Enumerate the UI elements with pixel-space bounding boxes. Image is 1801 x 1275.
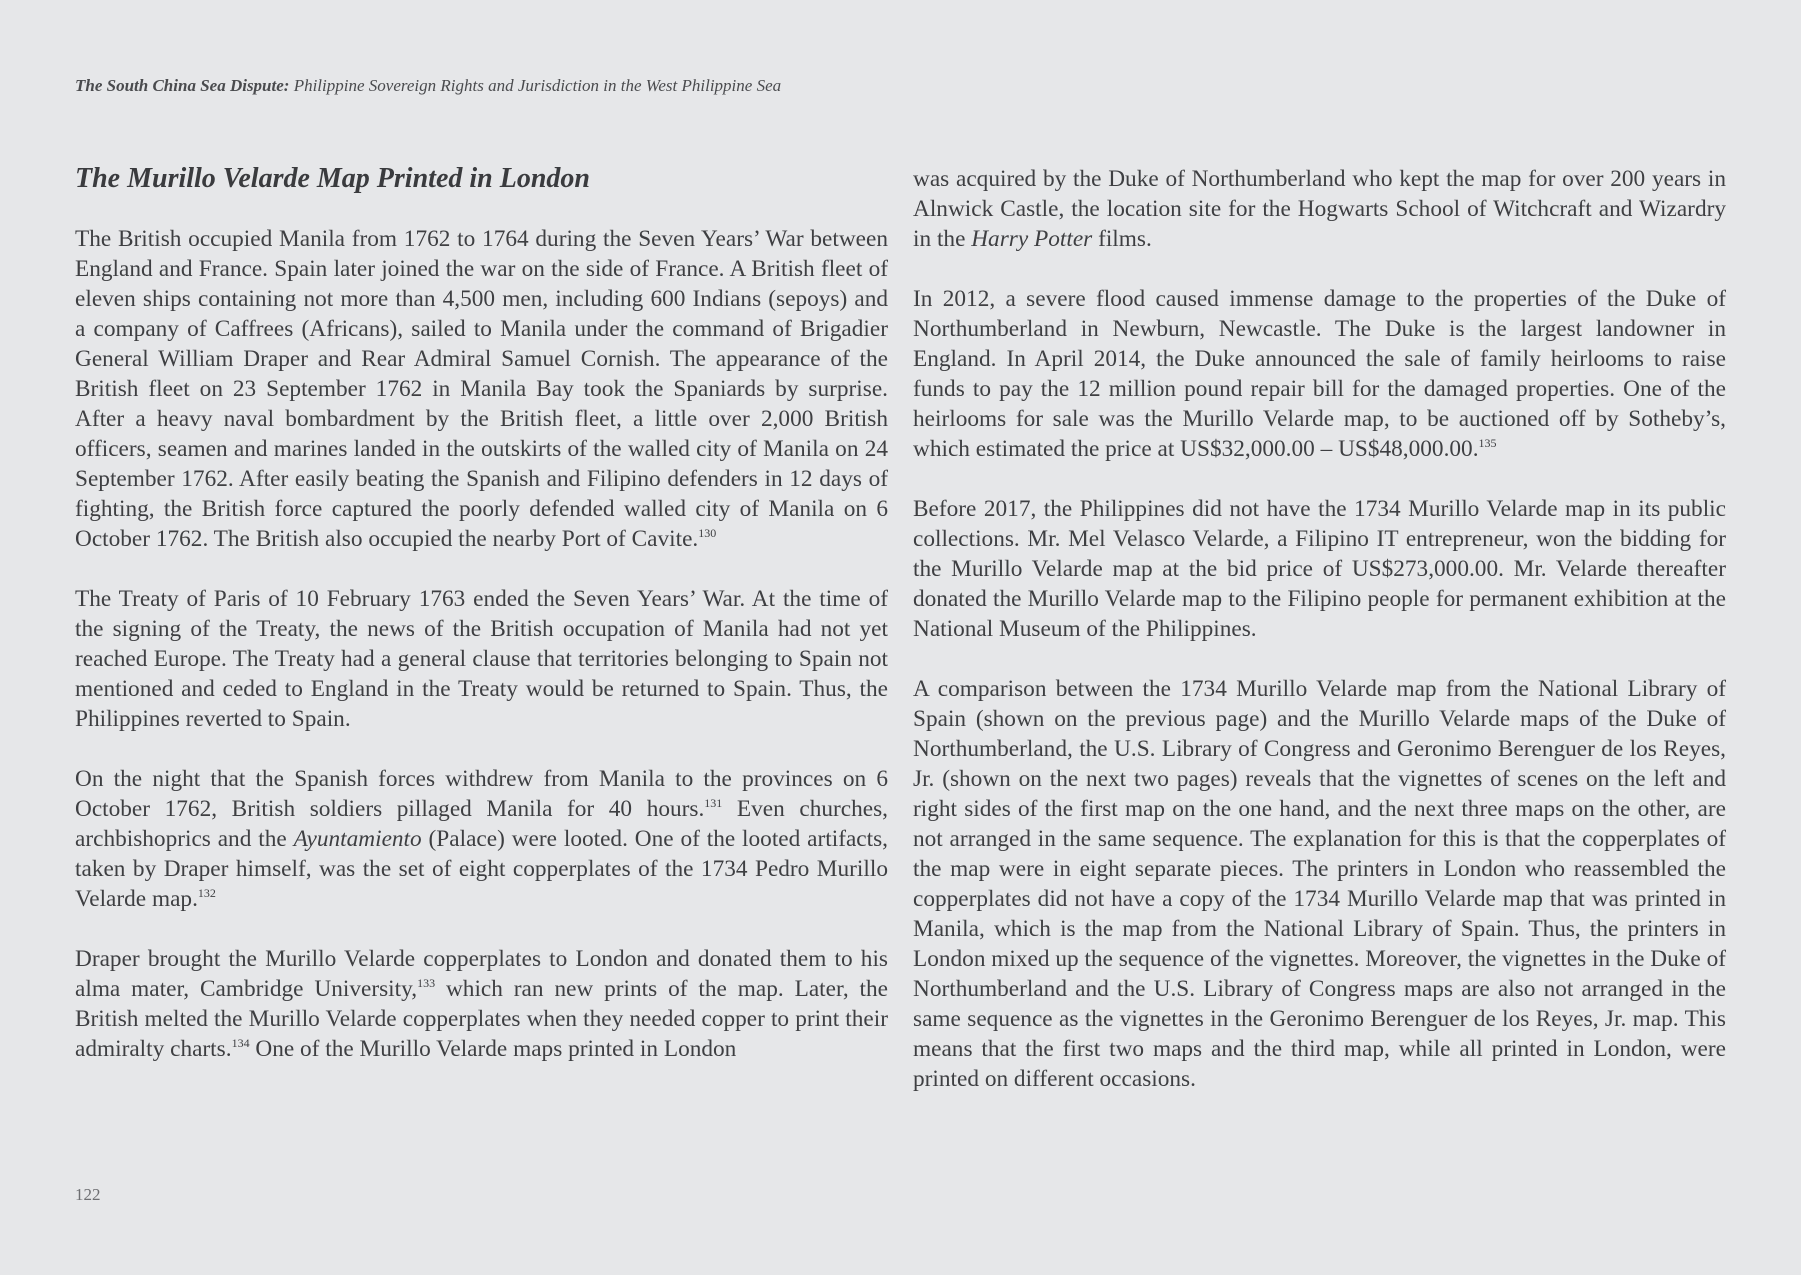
italic-term: Harry Potter — [971, 226, 1093, 252]
right-column — [913, 164, 1726, 1124]
footnote-ref: 132 — [197, 886, 216, 900]
paragraph-donation: Before 2017, the Philippines did not have the 1734 Murillo Velarde map in its public collections. Mr. Mel Velasco Velarde, a Filipino IT entrepreneur, won the bidding for the Murillo Velarde map at the bid price of US$273,000.00. Mr. Velarde thereafter donated the Murillo Velarde map to the Filipino people for permanent exhibition at the National Museum of the Philippines. — [913, 496, 1726, 642]
left-column — [75, 162, 888, 1094]
paragraph-copperplates: Draper brought the Murillo Velarde copperplates to London and donated them to his alma mater, Cambridge University,$^{133}$ which ran new prints of the map. Later, the British melted the Murillo Velarde copperplates when they needed copper to print their admiralty charts.$^{134}$ One of the Murillo Velarde maps printed in London — [75, 946, 888, 1062]
paragraph-treaty-of-paris: The Treaty of Paris of 10 February 1763 ended the Seven Years’ War. At the time of the signing of the Treaty, the news of the British occupation of Manila had not yet reached Europe. The Treaty had a general clause that territories belonging to Spain not mentioned and ceded to England in the Treaty would be returned to Spain. Thus, the Philippines reverted to Spain. — [75, 586, 888, 732]
italic-term: Ayuntamiento — [293, 826, 422, 852]
section-title: The Murillo Velarde Map Printed in London — [75, 163, 590, 194]
paragraph-british-occupation: The British occupied Manila from 1762 to 1764 during the Seven Years’ War between England and France. Spain later joined the war on the side of France. A British fleet of eleven ships containing not more than 4,500 men, including 600 Indians (sepoys) and a company of Caffrees (Africans), sailed to Manila under the command of Brigadier General William Draper and Rear Admiral Samuel Cornish. The appearance of the British fleet on 23 September 1762 in Manila Bay took the Spaniards by surprise. After a heavy naval bombardment by the British fleet, a little over 2,000 British officers, seamen and marines landed in the outskirts of the walled city of Manila on 24 September 1762. After easily beating the Spanish and Filipino defenders in 12 days of fighting, the British force captured the poorly defended walled city of Manila on 6 October 1762. The British also occupied the nearby Port of Cavite.$^{130}$ — [75, 226, 888, 552]
footnote-ref: 130 — [698, 526, 717, 540]
book-title: The South China Sea Dispute: — [75, 76, 290, 95]
book-subtitle: Philippine Sovereign Rights and Jurisdiction in the West Philippine Sea — [293, 76, 782, 95]
page-number: 122 — [75, 1185, 101, 1204]
footnote-ref: 133 — [417, 976, 436, 990]
running-header — [75, 76, 781, 96]
footnote-ref: 131 — [704, 796, 723, 810]
paragraph-duke-of-northumberland: was acquired by the Duke of Northumberland who kept the map for over 200 years in Alnwick Castle, the location site for the Hogwarts School of Witchcraft and Wizardry in the Harry Potter films. — [913, 166, 1726, 252]
footnote-ref: 134 — [231, 1036, 250, 1050]
footnote-ref: 135 — [1478, 436, 1497, 450]
paragraph-flood-auction: In 2012, a severe flood caused immense damage to the properties of the Duke of Northumberland in Newburn, Newcastle. The Duke is the largest landowner in England. In April 2014, the Duke announced the sale of family heirlooms to raise funds to pay the 12 million pound repair bill for the damaged properties. One of the heirlooms for sale was the Murillo Velarde map, to be auctioned off by Sotheby’s, which estimated the price at US$32,000.00 – US$48,000.00.$^{135}$ — [913, 286, 1726, 462]
paragraph-pillage: On the night that the Spanish forces withdrew from Manila to the provinces on 6 October 1762, British soldiers pillaged Manila for 40 hours.$^{131}$ Even churches, archbishoprics and the Ayuntamiento (Palace) were looted. One of the looted artifacts, taken by Draper himself, was the set of eight copperplates of the 1734 Pedro Murillo Velarde map.$^{132}$ — [75, 766, 888, 912]
paragraph-comparison: A comparison between the 1734 Murillo Velarde map from the National Library of Spain (shown on the previous page) and the Murillo Velarde maps of the Duke of Northumberland, the U.S. Library of Congress and Geronimo Berenguer de los Reyes, Jr. (shown on the next two pages) reveals that the vignettes of scenes on the left and right sides of the first map on the one hand, and the next three maps on the other, are not arranged in the same sequence. The explanation for this is that the copperplates of the map were in eight separate pieces. The printers in London who reassembled the copperplates did not have a copy of the 1734 Murillo Velarde map that was printed in Manila, which is the map from the National Library of Spain. Thus, the printers in London mixed up the sequence of the vignettes. Moreover, the vignettes in the Duke of Northumberland and the U.S. Library of Congress maps are also not arranged in the same sequence as the vignettes in the Geronimo Berenguer de los Reyes, Jr. map. This means that the first two maps and the third map, while all printed in London, were printed on different occasions. — [913, 676, 1726, 1092]
